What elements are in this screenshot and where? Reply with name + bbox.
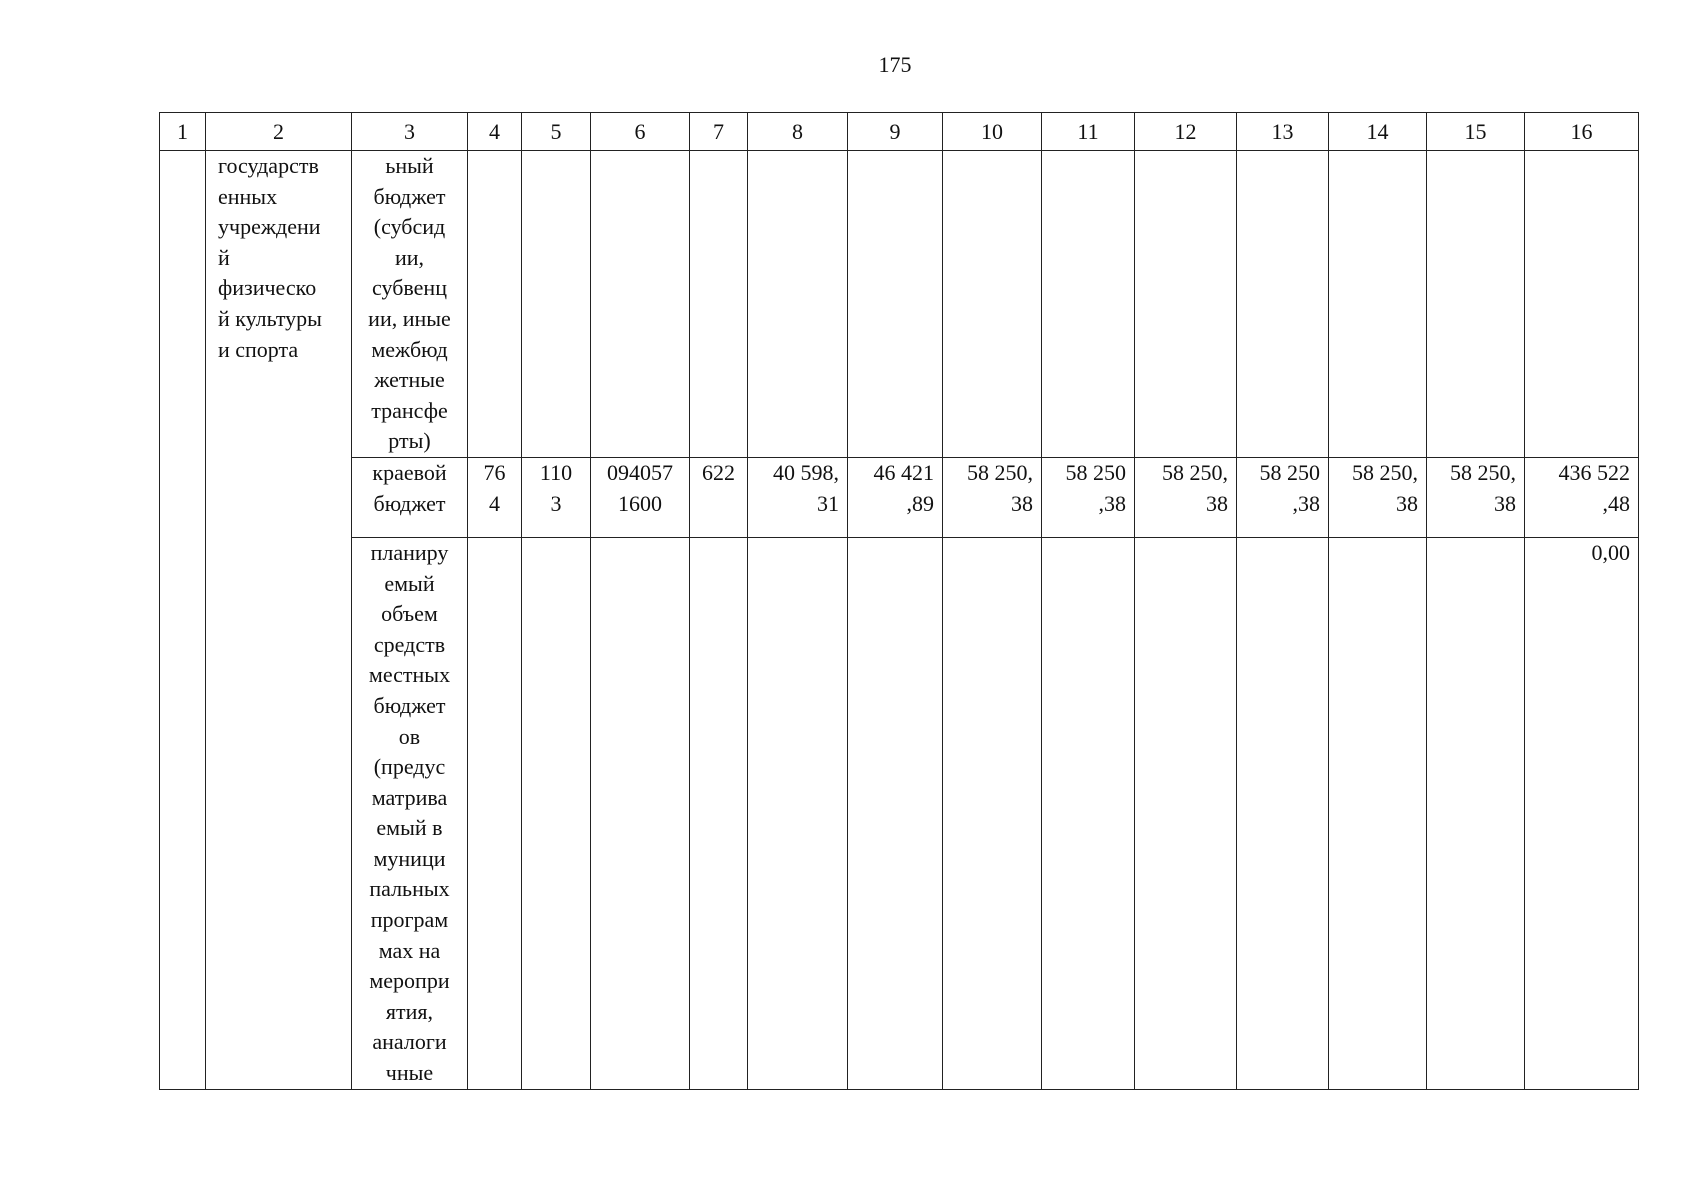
value-cell: 46 421 ,89 [848, 457, 943, 537]
total-cell: 436 522 ,48 [1525, 457, 1639, 537]
table-row [160, 537, 1639, 1089]
header-cell: 7 [690, 113, 748, 151]
value-cell: 40 598, 31 [748, 457, 848, 537]
header-cell: 12 [1135, 113, 1237, 151]
header-cell: 4 [468, 113, 522, 151]
header-cell: 2 [206, 113, 352, 151]
header-cell: 10 [943, 113, 1042, 151]
row-number-cell [160, 151, 206, 1090]
header-cell: 13 [1237, 113, 1329, 151]
grbs-cell: 76 4 [468, 457, 522, 537]
header-cell: 1 [160, 113, 206, 151]
funding-source-cell: краевой бюджет [352, 457, 468, 537]
header-row [160, 113, 1639, 151]
header-cell: 9 [848, 113, 943, 151]
measure-name-cell: государств енных учреждени й физическо й культуры и спорта [206, 151, 352, 1090]
table-row [160, 457, 1639, 537]
funding-source-cell: ьный бюджет (субсид ии, субвенц ии, иные межбюд жетные трансфе рты) [352, 151, 468, 458]
page-number: 175 [878, 52, 912, 77]
value-cell: 58 250 ,38 [1237, 457, 1329, 537]
total-cell: 0,00 [1525, 537, 1639, 1089]
rzpr-cell: 110 3 [522, 457, 591, 537]
budget-table [159, 112, 1639, 1090]
header-cell: 15 [1427, 113, 1525, 151]
value-cell: 58 250, 38 [1329, 457, 1427, 537]
value-cell: 58 250 ,38 [1042, 457, 1135, 537]
header-cell: 11 [1042, 113, 1135, 151]
vr-cell: 622 [690, 457, 748, 537]
value-cell: 58 250, 38 [1135, 457, 1237, 537]
header-cell: 6 [591, 113, 690, 151]
funding-source-cell: планиру емый объем средств местных бюджет ов (предус матрива емый в муници пальных програм мах на меропри ятия, аналоги чные [352, 537, 468, 1089]
header-cell: 5 [522, 113, 591, 151]
csr-cell: 094057 1600 [591, 457, 690, 537]
header-cell: 16 [1525, 113, 1639, 151]
header-cell: 3 [352, 113, 468, 151]
table-row [160, 151, 1639, 458]
value-cell: 58 250, 38 [1427, 457, 1525, 537]
value-cell: 58 250, 38 [943, 457, 1042, 537]
header-cell: 8 [748, 113, 848, 151]
header-cell: 14 [1329, 113, 1427, 151]
